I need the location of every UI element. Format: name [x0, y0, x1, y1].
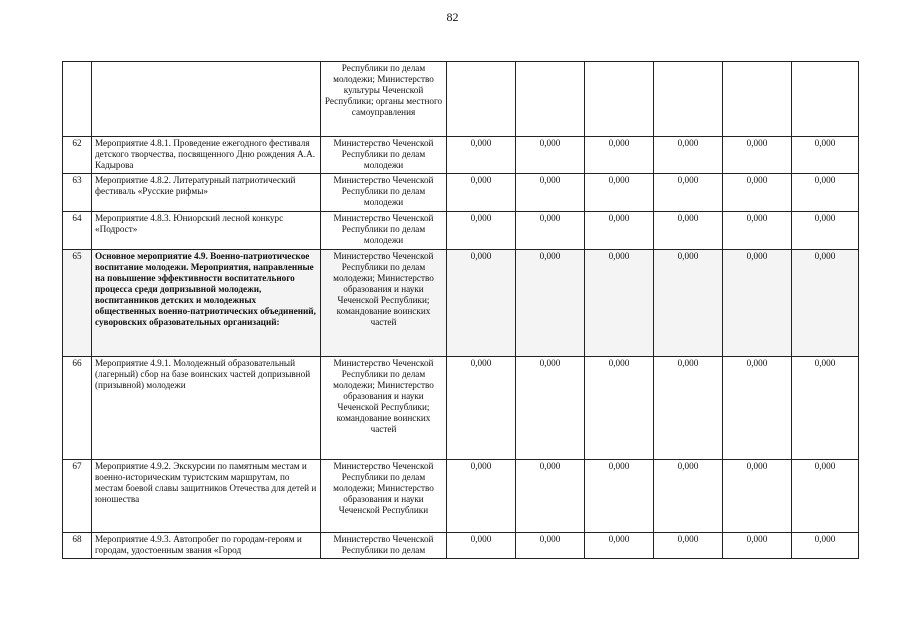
table-row	[63, 174, 859, 212]
funding-value: 0,000	[447, 212, 516, 250]
funding-value: 0,000	[447, 174, 516, 212]
table-body	[63, 62, 859, 559]
funding-value: 0,000	[792, 533, 859, 559]
funding-value	[723, 62, 792, 137]
funding-value: 0,000	[447, 533, 516, 559]
funding-value	[585, 62, 654, 137]
funding-value: 0,000	[447, 460, 516, 533]
page-number: 82	[446, 10, 459, 24]
funding-value: 0,000	[654, 174, 723, 212]
funding-value: 0,000	[792, 357, 859, 460]
funding-value: 0,000	[516, 212, 585, 250]
funding-value: 0,000	[516, 174, 585, 212]
funding-value: 0,000	[654, 212, 723, 250]
row-number: 62	[63, 137, 92, 174]
funding-value: 0,000	[585, 460, 654, 533]
funding-value	[516, 62, 585, 137]
funding-value: 0,000	[447, 137, 516, 174]
funding-value: 0,000	[516, 357, 585, 460]
event-name: Мероприятие 4.9.2. Экскурсии по памятным местам и военно-историческим туристским маршрутам, по местам боевой славы защитников Отечества для детей и юношества	[92, 460, 321, 533]
row-number: 68	[63, 533, 92, 559]
funding-value: 0,000	[792, 460, 859, 533]
funding-value: 0,000	[447, 357, 516, 460]
funding-value: 0,000	[723, 250, 792, 357]
row-number: 64	[63, 212, 92, 250]
funding-value: 0,000	[792, 137, 859, 174]
executor: Министерство Чеченской Республики по делам молодежи; Министерство образования и науки Чеченской Республики; командование воинских частей	[321, 357, 447, 460]
funding-value: 0,000	[585, 137, 654, 174]
executor: Министерство Чеченской Республики по делам молодежи	[321, 137, 447, 174]
funding-value: 0,000	[516, 460, 585, 533]
event-name: Мероприятие 4.8.2. Литературный патриотический фестиваль «Русские рифмы»	[92, 174, 321, 212]
executor: Министерство Чеченской Республики по делам молодежи	[321, 174, 447, 212]
funding-value: 0,000	[516, 137, 585, 174]
executor: Министерство Чеченской Республики по делам молодежи; Министерство образования и науки Чеченской Республики; командование воинских частей	[321, 250, 447, 357]
funding-value: 0,000	[723, 460, 792, 533]
table-row	[63, 137, 859, 174]
funding-value: 0,000	[516, 533, 585, 559]
funding-value: 0,000	[792, 250, 859, 357]
funding-value	[792, 62, 859, 137]
event-name: Основное мероприятие 4.9. Военно-патриотическое воспитание молодежи. Мероприятия, направленные на повышение эффективности воспитательного процесса среди допризывной молодежи, воспитанников детских и молодежных общественных военно-патриотических объединений, суворовских образовательных организаций:	[92, 250, 321, 357]
executor: Министерство Чеченской Республики по делам	[321, 533, 447, 559]
funding-value: 0,000	[654, 533, 723, 559]
funding-value	[447, 62, 516, 137]
event-name: Мероприятие 4.9.1. Молодежный образовательный (лагерный) сбор на базе воинских частей допризывной (призывной) молодежи	[92, 357, 321, 460]
event-name: Мероприятие 4.8.1. Проведение ежегодного фестиваля детского творчества, посвященного Дню рождения А.А. Кадырова	[92, 137, 321, 174]
table-row	[63, 533, 859, 559]
funding-value: 0,000	[585, 533, 654, 559]
row-number: 66	[63, 357, 92, 460]
funding-value: 0,000	[585, 250, 654, 357]
funding-value: 0,000	[654, 137, 723, 174]
funding-value: 0,000	[792, 212, 859, 250]
funding-value: 0,000	[516, 250, 585, 357]
table-row	[63, 62, 859, 137]
funding-value: 0,000	[723, 357, 792, 460]
executor: Министерство Чеченской Республики по делам молодежи	[321, 212, 447, 250]
event-name: Мероприятие 4.8.3. Юниорский лесной конкурс «Подрост»	[92, 212, 321, 250]
table-row	[63, 460, 859, 533]
funding-value: 0,000	[585, 174, 654, 212]
funding-value	[654, 62, 723, 137]
funding-value: 0,000	[654, 460, 723, 533]
event-name: Мероприятие 4.9.3. Автопробег по городам-героям и городам, удостоенным звания «Город	[92, 533, 321, 559]
funding-value: 0,000	[723, 174, 792, 212]
funding-value: 0,000	[792, 174, 859, 212]
funding-value: 0,000	[723, 533, 792, 559]
funding-value: 0,000	[723, 212, 792, 250]
funding-value: 0,000	[447, 250, 516, 357]
funding-value: 0,000	[585, 212, 654, 250]
executor: Республики по делам молодежи; Министерство культуры Чеченской Республики; органы местного самоуправления	[321, 62, 447, 137]
row-number: 63	[63, 174, 92, 212]
funding-value: 0,000	[654, 250, 723, 357]
table-row	[63, 250, 859, 357]
row-number	[63, 62, 92, 137]
row-number: 65	[63, 250, 92, 357]
row-number: 67	[63, 460, 92, 533]
program-table	[62, 61, 859, 559]
table-row	[63, 212, 859, 250]
funding-value: 0,000	[654, 357, 723, 460]
event-name	[92, 62, 321, 137]
funding-value: 0,000	[723, 137, 792, 174]
table-row	[63, 357, 859, 460]
funding-value: 0,000	[585, 357, 654, 460]
executor: Министерство Чеченской Республики по делам молодежи; Министерство образования и науки Чеченской Республики	[321, 460, 447, 533]
